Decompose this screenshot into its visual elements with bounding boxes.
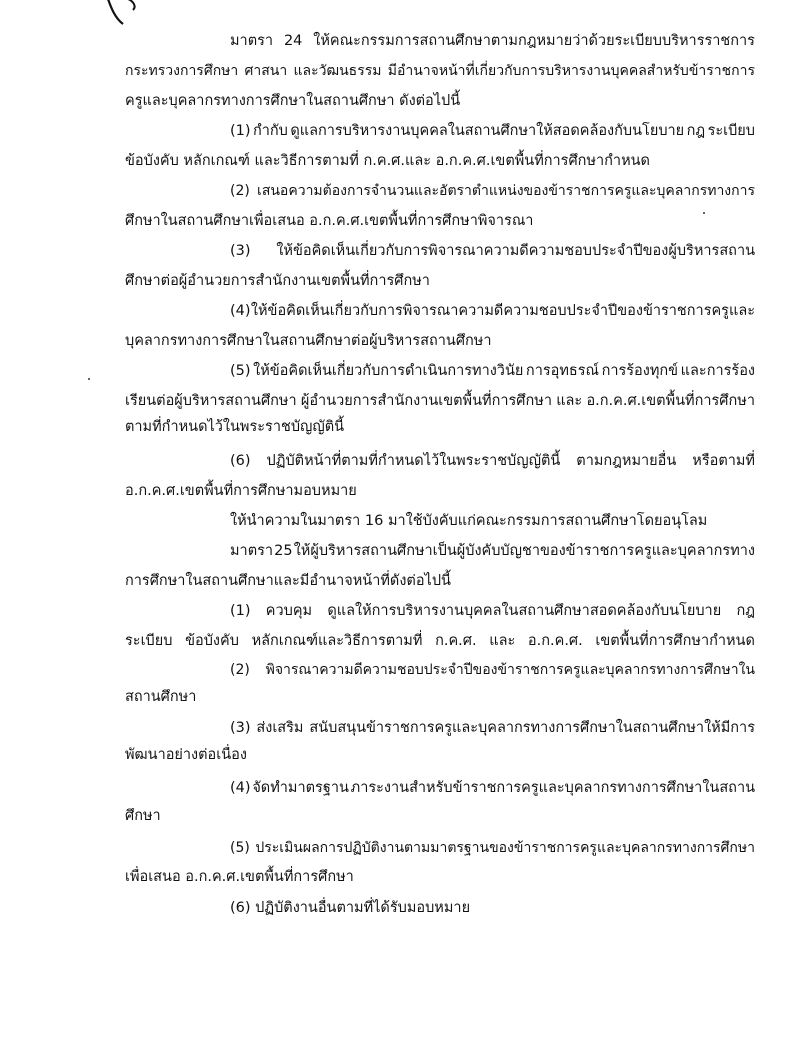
text-line: ตามที่กำหนดไว้ในพระราชบัญญัตินี้ [125, 419, 345, 435]
text-line: กระทรวงการศึกษา ศาสนา และวัฒนธรรม มีอำนาจหน้าที่เกี่ยวกับการบริหารงานบุคคลสำหรับข้าราชการ [125, 63, 755, 79]
text-line: ให้นำความในมาตรา 16 มาใช้บังคับแก่คณะกรรมการสถานศึกษาโดยอนุโลม [230, 513, 708, 529]
text-line: การศึกษาในสถานศึกษาและมีอำนาจหน้าที่ดังต่อไปนี้ [125, 573, 451, 589]
text-line: (3) ส่งเสริม สนับสนุนข้าราชการครูและบุคลากรทางการศึกษาในสถานศึกษาให้มีการ [230, 720, 755, 736]
text-line: (4) ให้ข้อคิดเห็นเกี่ยวกับการพิจารณาความดีความชอบประจำปีของข้าราชการครูและ [230, 303, 755, 319]
text-line: (2) เสนอความต้องการจำนวนและอัตราตำแหน่งของข้าราชการครูและบุคลากรทางการ [230, 183, 755, 199]
handwritten-mark [103, 0, 143, 28]
text-line: (5) ให้ข้อคิดเห็นเกี่ยวกับการดำเนินการทางวินัย การอุทธรณ์ การร้องทุกข์ และการร้อง [230, 363, 755, 379]
text-line: ศึกษาในสถานศึกษาเพื่อเสนอ อ.ก.ค.ศ.เขตพื้นที่การศึกษาพิจารณา [125, 213, 534, 229]
text-line: อ.ก.ค.ศ.เขตพื้นที่การศึกษามอบหมาย [125, 483, 357, 499]
text-line: พัฒนาอย่างต่อเนื่อง [125, 747, 247, 763]
scan-speck [703, 212, 705, 214]
text-line: สถานศึกษา [125, 689, 197, 705]
text-line: ข้อบังคับ หลักเกณฑ์ และวิธีการตามที่ ก.ค.ศ.และ อ.ก.ค.ศ.เขตพื้นที่การศึกษากำหนด [125, 153, 650, 169]
text-line: (1) ควบคุม ดูแลให้การบริหารงานบุคคลในสถานศึกษาสอดคล้องกับนโยบาย กฎ [230, 603, 755, 619]
text-line: ศึกษาต่อผู้อำนวยการสำนักงานเขตพื้นที่การศึกษา [125, 273, 430, 289]
text-line: เรียนต่อผู้บริหารสถานศึกษา ผู้อำนวยการสำนักงานเขตพื้นที่การศึกษา และ อ.ก.ค.ศ.เขตพื้นที่การศึกษา [125, 393, 755, 409]
text-line: ครูและบุคลากรทางการศึกษาในสถานศึกษา ดังต่อไปนี้ [125, 93, 461, 109]
scan-speck [88, 378, 90, 380]
text-line: มาตรา 24 ให้คณะกรรมการสถานศึกษาตามกฎหมายว่าด้วยระเบียบบริหารราชการ [230, 33, 755, 49]
text-line: มาตรา 25 ให้ผู้บริหารสถานศึกษาเป็นผู้บังคับบัญชาของข้าราชการครูและบุคลากรทาง [230, 543, 755, 559]
text-line: (6) ปฏิบัติหน้าที่ตามที่กำหนดไว้ในพระราชบัญญัตินี้ ตามกฎหมายอื่น หรือตามที่ [230, 453, 755, 469]
text-line: (6) ปฏิบัติงานอื่นตามที่ได้รับมอบหมาย [230, 900, 471, 916]
text-line: (4) จัดทำมาตรฐาน ภาระงานสำหรับข้าราชการครูและบุคลากรทางการศึกษาในสถาน [230, 780, 755, 796]
text-line: (3) ให้ข้อคิดเห็นเกี่ยวกับการพิจารณาความดีความชอบประจำปีของผู้บริหารสถาน [230, 243, 755, 259]
text-line: ระเบียบ ข้อบังคับ หลักเกณฑ์และวิธีการตามที่ ก.ค.ศ. และ อ.ก.ค.ศ. เขตพื้นที่การศึกษากำหนด [125, 633, 755, 649]
text-line: (5) ประเมินผลการปฏิบัติงานตามมาตรฐานของข้าราชการครูและบุคลากรทางการศึกษา [230, 840, 755, 856]
text-line: บุคลากรทางการศึกษาในสถานศึกษาต่อผู้บริหารสถานศึกษา [125, 333, 492, 349]
text-line: เพื่อเสนอ อ.ก.ค.ศ.เขตพื้นที่การศึกษา [125, 869, 354, 885]
text-line: ศึกษา [125, 808, 161, 824]
text-line: (2) พิจารณาความดีความชอบประจำปีของข้าราชการครูและบุคลากรทางการศึกษาใน [230, 662, 755, 678]
text-line: (1) กำกับ ดูแลการบริหารงานบุคคลในสถานศึกษาให้สอดคล้องกับนโยบาย กฎ ระเบียบ [230, 123, 755, 139]
